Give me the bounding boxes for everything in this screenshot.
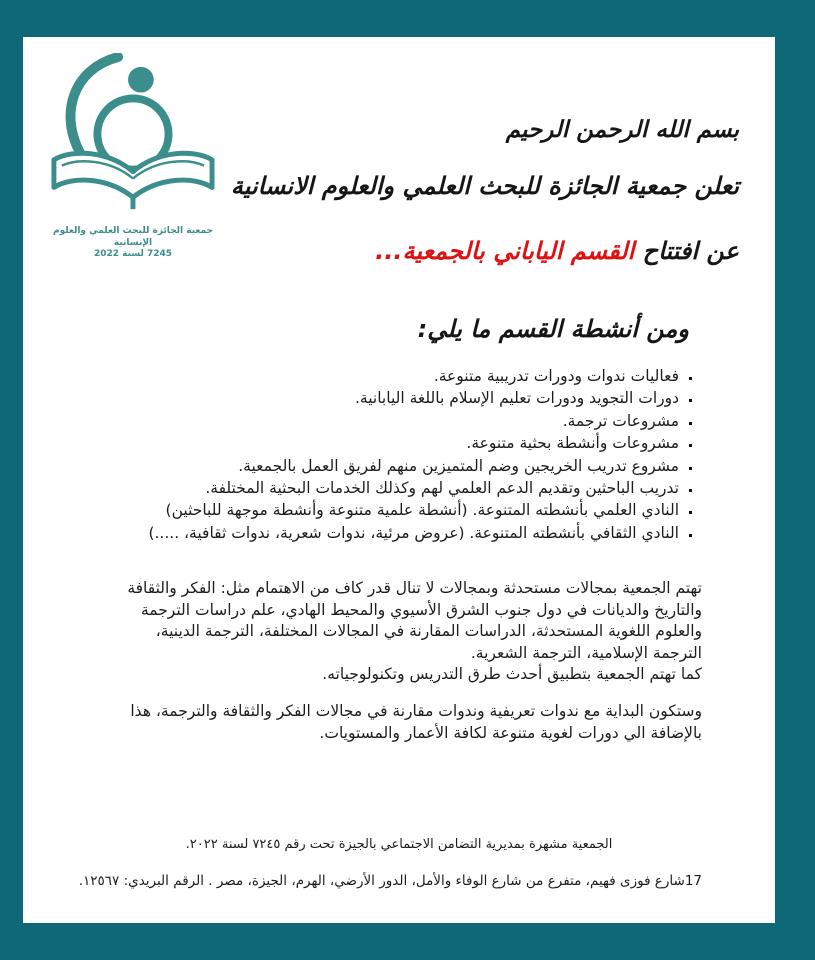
- book-person-logo-icon: [47, 53, 215, 223]
- paragraph-initial-plan: وستكون البداية مع ندوات تعريفية وندوات مقارنة في مجالات الفكر والثقافة والترجمة، هذا بالإضافة الي دورات لغوية متنوعة لكافة الأعمار والمستويات.: [130, 701, 702, 742]
- activity-item: ▪ النادي العلمي بأنشطته المتنوعة. (أنشطة علمية متنوعة وأنشطة موجهة للباحثين): [118, 499, 679, 521]
- logo-caption: جمعية الجائزة للبحث العلمي والعلوم الإنسانية: [52, 226, 214, 248]
- activity-item: ▪ فعاليات ندوات ودورات تدريبية متنوعة.: [118, 365, 679, 387]
- activity-item: ▪ تدريب الباحثين وتقديم الدعم العلمي لهم وكذلك الخدمات البحثية المختلفة.: [118, 477, 679, 499]
- activity-item: ▪ دورات التجويد ودورات تعليم الإسلام باللغة اليابانية.: [118, 387, 679, 409]
- description-text: [126, 578, 702, 744]
- announcement-page: [23, 37, 775, 923]
- activity-item: ▪ مشروعات ترجمة.: [118, 410, 679, 432]
- opening-highlight-red: القسم الياباني بالجمعية...: [375, 237, 635, 265]
- address-footer: 17شارع فوزى فهيم، متفرع من شارع الوفاء والأمل، الدور الأرضي، الهرم، الجيزة، مصر . الرقم البريدي: ١٢٥٦٧.: [78, 873, 702, 889]
- activity-item: ▪ النادي الثقافي بأنشطته المتنوعة. (عروض مرئية، ندوات شعرية، ندوات ثقافية، .....): [118, 522, 679, 544]
- activity-item: ▪ مشروع تدريب الخريجين وضم المتميزين منهم لفريق العمل بالجمعية.: [118, 455, 679, 477]
- opening-prefix: عن افتتاح: [634, 237, 739, 265]
- logo-registration-number: 7245 لسنة 2022: [93, 249, 173, 259]
- activities-heading: ومن أنشطة القسم ما يلي:: [417, 315, 689, 343]
- association-logo: [51, 53, 215, 285]
- bismillah-line: بسم الله الرحمن الرحيم: [505, 117, 739, 143]
- activities-list: [118, 365, 715, 544]
- activity-item: ▪ مشروعات وأنشطة بحثية متنوعة.: [118, 432, 679, 454]
- announcement-line: تعلن جمعية الجائزة للبحث العلمي والعلوم الانسانية: [230, 172, 739, 200]
- paragraph-focus-areas: تهتم الجمعية بمجالات مستحدثة وبمجالات لا تنال قدر كاف من الاهتمام مثل: الفكر والثقافة والتاريخ والديانات في دول جنوب الشرق الأسيوي والمحيط الهادي، علم دراسات الترجمة والعلوم اللغوية المستحدثة، الدراسات المقارنة في المجالات المختلفة، الترجمة الدينية، الترجمة الإسلامية، الترجمة الشعرية.: [127, 579, 702, 662]
- opening-line: [375, 237, 739, 265]
- paragraph-teaching-methods: كما تهتم الجمعية بتطبيق أحدث طرق التدريس وتكنولوجياته.: [322, 665, 702, 684]
- registration-footer: الجمعية مشهرة بمديرية التضامن الاجتماعي بالجيزة تحت رقم ٧٢٤٥ لسنة ٢٠٢٢.: [185, 837, 613, 852]
